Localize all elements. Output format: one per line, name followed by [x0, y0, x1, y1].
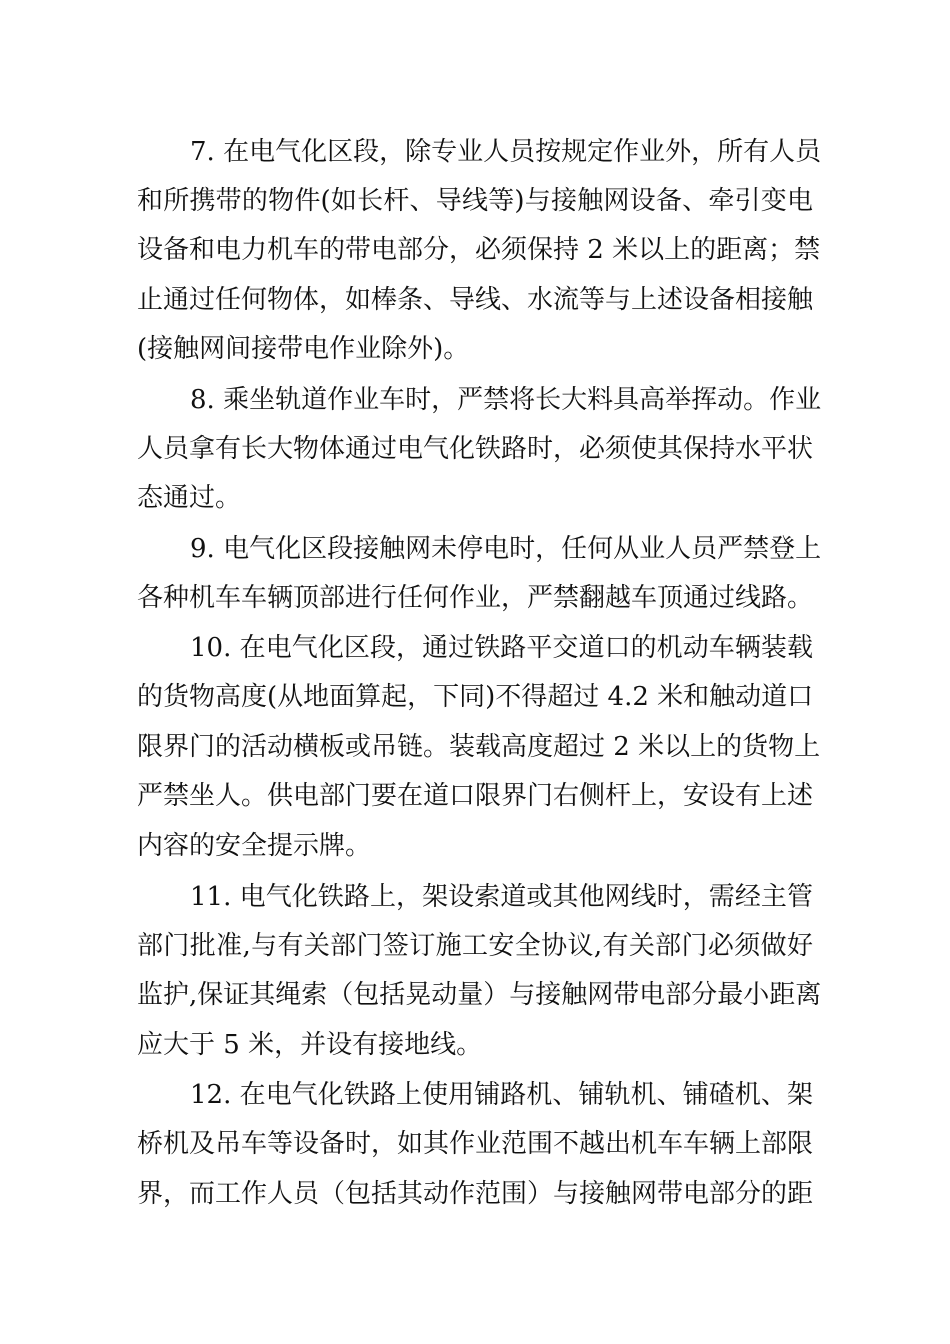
paragraph-12-line-1: 12. 在电气化铁路上使用铺路机、铺轨机、铺碴机、架	[190, 1080, 813, 1110]
paragraph-9-line-2: 各种机车车辆顶部进行任何作业，严禁翻越车顶通过线路。	[137, 583, 814, 613]
paragraph-11-line-4: 应大于 5 米，并设有接地线。	[137, 1030, 483, 1060]
paragraph-10-line-2: 的货物高度(从地面算起，下同)不得超过 4.2 米和触动道口	[137, 682, 814, 712]
paragraph-7-line-4: 止通过任何物体，如棒条、导线、水流等与上述设备相接触	[137, 285, 814, 315]
paragraph-10-line-1: 10. 在电气化区段，通过铁路平交道口的机动车辆装载	[190, 633, 813, 663]
paragraph-7-line-3: 设备和电力机车的带电部分，必须保持 2 米以上的距离；禁	[137, 235, 821, 265]
paragraph-10-line-4: 严禁坐人。供电部门要在道口限界门右侧杆上，安设有上述	[137, 781, 814, 811]
paragraph-8-line-1: 8. 乘坐轨道作业车时，严禁将长大料具高举挥动。作业	[190, 385, 822, 415]
paragraph-8-line-3: 态通过。	[137, 483, 242, 513]
paragraph-11-line-2: 部门批准,与有关部门签订施工安全协议,有关部门必须做好	[137, 931, 813, 961]
paragraph-7-line-1: 7. 在电气化区段，除专业人员按规定作业外，所有人员	[190, 137, 822, 167]
paragraph-12-line-3: 界，而工作人员（包括其动作范围）与接触网带电部分的距	[137, 1179, 814, 1209]
paragraph-10-line-5: 内容的安全提示牌。	[137, 831, 372, 861]
paragraph-7-line-2: 和所携带的物件(如长杆、导线等)与接触网设备、牵引变电	[137, 186, 813, 216]
paragraph-7-line-5: (接触网间接带电作业除外)。	[137, 334, 470, 364]
paragraph-12-line-2: 桥机及吊车等设备时，如其作业范围不越出机车车辆上部限	[137, 1129, 814, 1159]
paragraph-11-line-3: 监护,保证其绳索（包括晃动量）与接触网带电部分最小距离	[137, 980, 822, 1010]
paragraph-10-line-3: 限界门的活动横板或吊链。装载高度超过 2 米以上的货物上	[137, 732, 821, 762]
paragraph-9-line-1: 9. 电气化区段接触网未停电时，任何从业人员严禁登上	[190, 534, 822, 564]
paragraph-11-line-1: 11. 电气化铁路上，架设索道或其他网线时，需经主管	[190, 882, 813, 912]
paragraph-8-line-2: 人员拿有长大物体通过电气化铁路时，必须使其保持水平状	[137, 434, 814, 464]
